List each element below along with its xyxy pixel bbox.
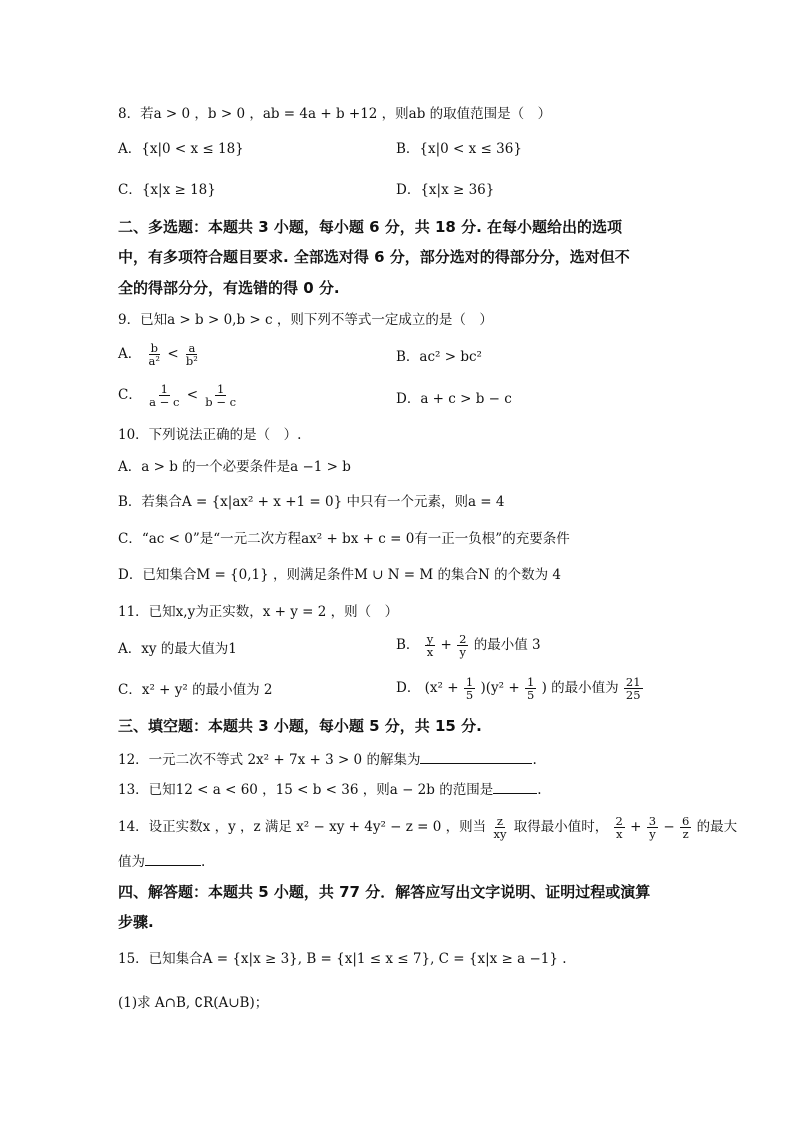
q9-c-frac2: $\frac{1}{b - c}$	[205, 382, 237, 409]
q8-stem: 8．若a > 0 ，b > 0 ，ab = 4a + b +12 ，则ab 的取值范围是（ ）	[118, 106, 552, 122]
q11-d-pre: (x² +	[424, 680, 459, 696]
section-2-heading-line3: 全的得部分分，有选错的得 0 分.	[118, 279, 340, 297]
q14-stem-line2	[118, 852, 205, 871]
q11-d-label: D．	[396, 680, 421, 696]
q9-c-label: C．	[118, 387, 142, 403]
section-2-heading-line1: 二、多选题：本题共 3 小题，每小题 6 分，共 18 分. 在每小题给出的选项	[118, 218, 623, 236]
q11-option-d	[396, 676, 644, 701]
q11-option-a: A．xy 的最大值为1	[118, 641, 237, 657]
q14-op1: +	[630, 819, 642, 835]
q11-b-tail: 的最小值 3	[473, 637, 541, 653]
q10-stem: 10．下列说法正确的是（ ）.	[118, 427, 302, 443]
q9-a-label: A．	[118, 346, 142, 362]
section-2-heading-line2: 中，有多项符合题目要求. 全部选对得 6 分，部分选对的得部分分，选对但不	[118, 248, 630, 266]
q9-option-a	[118, 342, 201, 367]
q14-op2: −	[663, 819, 675, 835]
q12-stem	[118, 750, 537, 769]
q10-option-c: C．“ac < 0”是“一元二次方程ax² + bx + c = 0有一正一负根”的充要条件	[118, 531, 570, 547]
q11-d-post: ) 的最小值为	[541, 680, 619, 696]
q8-option-d: D．{x|x ≥ 36}	[396, 182, 495, 198]
q10-option-b: B．若集合A = {x|ax² + x +1 = 0} 中只有一个元素，则a = 4	[118, 494, 505, 510]
q14-frac-3y: $\frac{3}{y}$	[648, 814, 657, 841]
q14-mid: 取得最小值时，	[513, 819, 609, 835]
q9-option-d: D．a + c > b − c	[396, 391, 512, 407]
section-4-heading-line2: 步骤.	[118, 913, 154, 931]
q11-b-frac1: $\frac{y}{x}$	[426, 632, 434, 659]
q14-stem-line1	[118, 815, 737, 840]
q12-answer-blank[interactable]	[420, 750, 532, 764]
q11-d-frac3: $\frac{21}{25}$	[625, 675, 641, 702]
q11-stem: 11．已知x,y为正实数，x + y = 2 ，则（ ）	[118, 604, 399, 620]
q11-d-frac1: $\frac{1}{5}$	[465, 675, 474, 702]
q9-a-frac2: $\frac{a}{\text{b²}}$	[185, 341, 198, 368]
q8-option-c: C．{x|x ≥ 18}	[118, 182, 216, 198]
q10-option-d: D．已知集合M = {0,1} ，则满足条件M ∪ N = M 的集合N 的个数为 4	[118, 567, 562, 583]
q13-text: 13．已知12 < a < 60 ，15 < b < 36 ，则a − 2b 的范围是	[118, 782, 494, 798]
q14-frac-z-xy: $\frac{z}{xy}$	[493, 814, 507, 841]
q9-a-op: <	[167, 346, 179, 362]
q11-b-op: +	[440, 637, 452, 653]
q8-option-a: A．{x|0 < x ≤ 18}	[118, 141, 244, 157]
q9-c-op: <	[186, 387, 198, 403]
q12-text: 12．一元二次不等式 2x² + 7x + 3 > 0 的解集为	[118, 752, 421, 768]
q14-answer-blank[interactable]	[145, 852, 201, 866]
q11-option-c: C．x² + y² 的最小值为 2	[118, 682, 273, 698]
q14-post: 的最大	[696, 819, 738, 835]
q9-option-b: B．ac² > bc²	[396, 349, 482, 365]
q11-d-frac2: $\frac{1}{5}$	[526, 675, 535, 702]
q11-b-frac2: $\frac{2}{y}$	[459, 632, 467, 659]
q10-option-a: A．a > b 的一个必要条件是a −1 > b	[118, 459, 351, 475]
q11-b-label: B．	[396, 637, 420, 653]
q9-a-frac1: $\frac{b}{\text{a²}}$	[148, 341, 161, 368]
q11-d-mid: )(y² +	[480, 680, 520, 696]
q9-stem: 9．已知a > b > 0,b > c ，则下列不等式一定成立的是（ ）	[118, 312, 493, 328]
section-3-heading: 三、填空题：本题共 3 小题，每小题 5 分，共 15 分.	[118, 717, 482, 735]
q14-pre: 14．设正实数x ，y ，z 满足 x² − xy + 4y² − z = 0 ，则当	[118, 819, 487, 835]
q13-stem	[118, 780, 542, 799]
q14-frac-2x: $\frac{2}{x}$	[615, 814, 623, 841]
q14-line2-text: 值为	[118, 854, 145, 870]
q15-stem: 15．已知集合A = {x|x ≥ 3}, B = {x|1 ≤ x ≤ 7}, C = {x|x ≥ a −1} .	[118, 951, 567, 967]
q14-frac-6z: $\frac{6}{z}$	[682, 814, 690, 841]
q15-subquestion-1: (1)求 A∩B, ∁R(A∪B)；	[118, 995, 269, 1011]
q11-option-b	[396, 633, 541, 658]
q9-option-c	[118, 383, 239, 408]
q8-option-b: B．{x|0 < x ≤ 36}	[396, 141, 522, 157]
q13-answer-blank[interactable]	[493, 780, 537, 794]
q12-end: .	[532, 752, 537, 768]
q9-c-frac1: $\frac{1}{a - c}$	[149, 382, 180, 409]
q14-end: .	[201, 854, 206, 870]
section-4-heading-line1: 四、解答题：本题共 5 小题，共 77 分．解答应写出文字说明、证明过程或演算	[118, 883, 651, 901]
q13-end: .	[537, 782, 542, 798]
